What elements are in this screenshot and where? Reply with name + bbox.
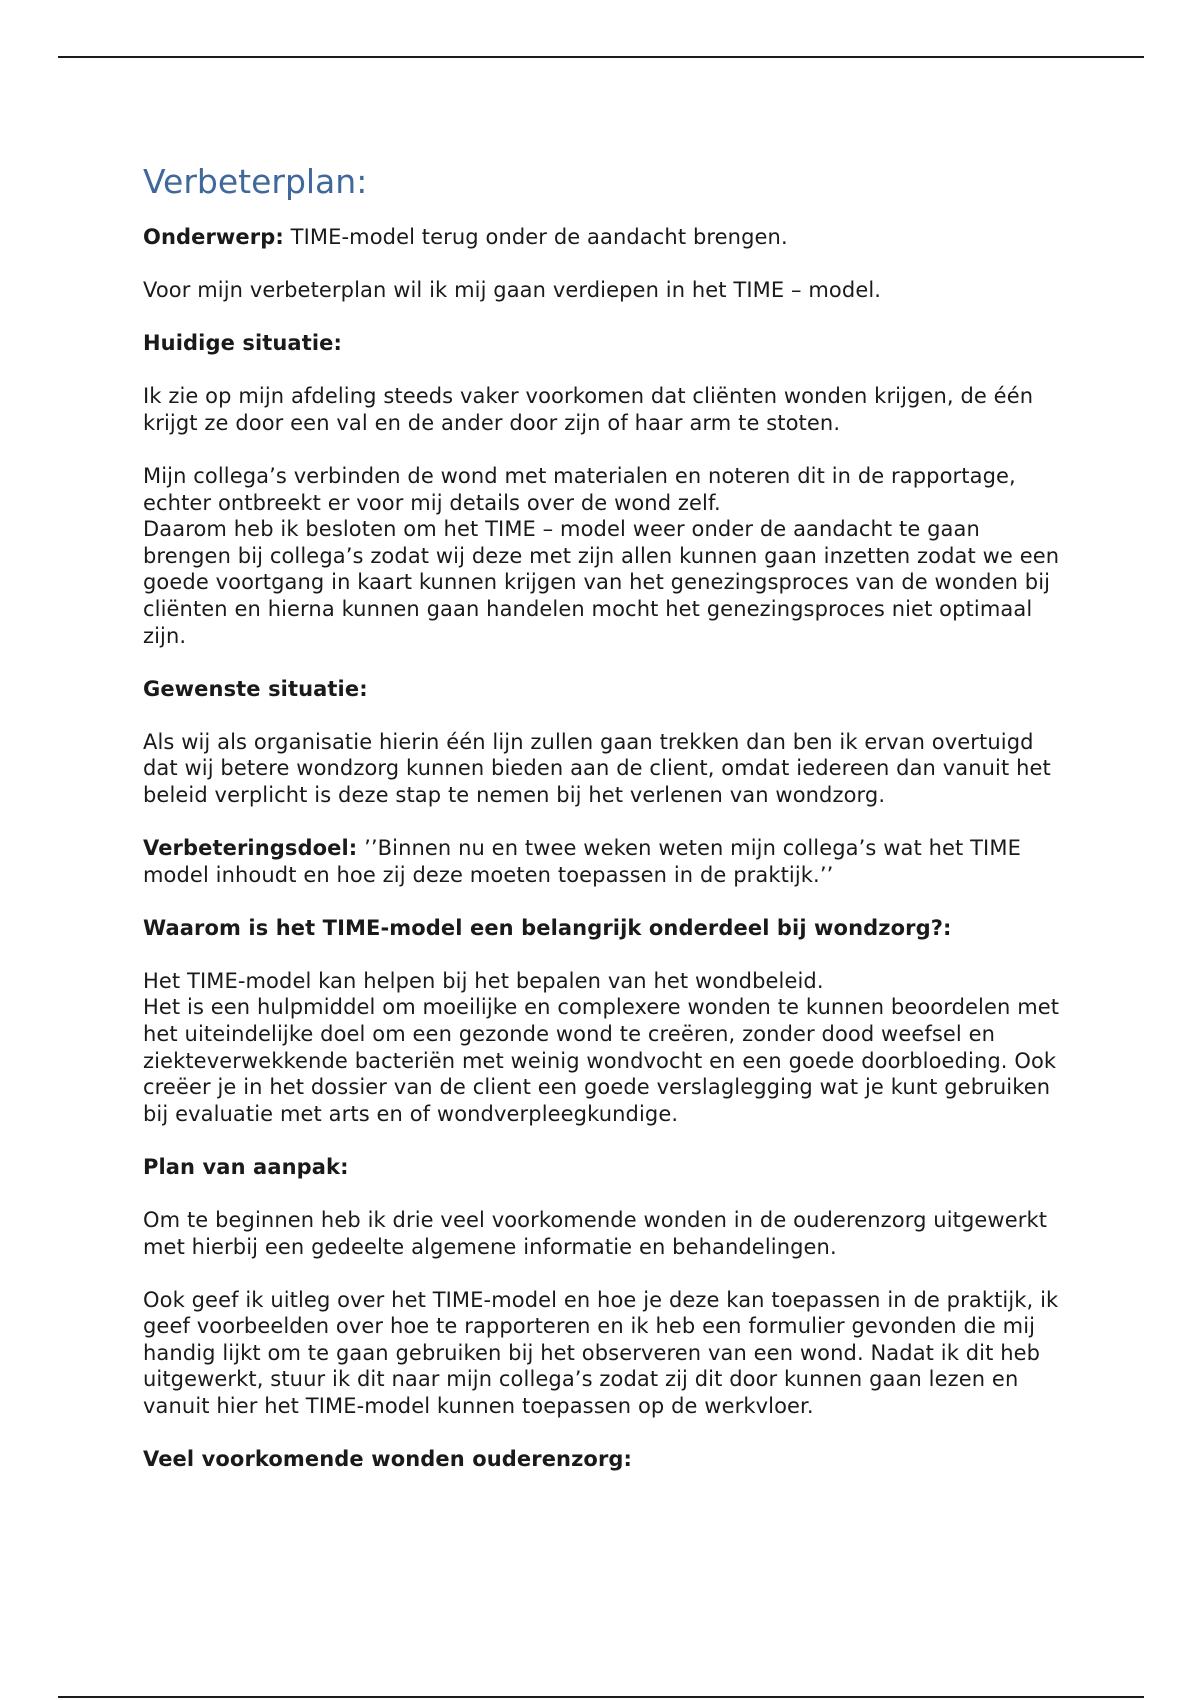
document-body bbox=[143, 160, 1073, 1499]
plan-van-aanpak-paragraph-1: Om te beginnen heb ik drie veel voorkomende wonden in de ouderenzorg uitgewerkt met hierbij een gedeelte algemene informatie en behandelingen. bbox=[143, 1207, 1048, 1259]
verbeteringsdoel-label: Verbeteringsdoel: bbox=[143, 836, 358, 860]
page-title: Verbeterplan: bbox=[143, 162, 368, 201]
waarom-paragraph-2: Het is een hulpmiddel om moeilijke en complexere wonden te kunnen beoordelen met het uiteindelijke doel om een gezonde wond te creëren, zonder dood weefsel en ziekteverwekkende bacteriën met weinig wondvocht en een goede doorbloeding. Ook creëer je in het dossier van de client een goede verslaglegging wat je kunt gebruiken bij evaluatie met arts en of wondverpleegkundige. bbox=[143, 995, 1060, 1126]
waarom-paragraph-1: Het TIME-model kan helpen bij het bepalen van het wondbeleid. bbox=[143, 968, 824, 993]
gewenste-situatie-paragraph: Als wij als organisatie hierin één lijn zullen gaan trekken dan ben ik ervan overtuigd dat wij betere wondzorg kunnen bieden aan de client, omdat iedereen dan vanuit het beleid verplicht is deze stap te nemen bij het verlenen van wondzorg. bbox=[143, 729, 1051, 807]
plan-van-aanpak-heading: Plan van aanpak: bbox=[143, 1154, 349, 1179]
huidige-situatie-paragraph-3: Daarom heb ik besloten om het TIME – model weer onder de aandacht te gaan brengen bij collega’s zodat wij deze met zijn allen kunnen gaan inzetten zodat we een goede voortgang in kaart kunnen krijgen van het genezingsproces van de wonden bij cliënten en hierna kunnen gaan handelen mocht het genezingsproces niet optimaal zijn. bbox=[143, 517, 1060, 648]
gewenste-situatie-heading: Gewenste situatie: bbox=[143, 676, 368, 701]
onderwerp-text: TIME-model terug onder de aandacht brengen. bbox=[283, 225, 788, 249]
veel-voorkomende-heading: Veel voorkomende wonden ouderenzorg: bbox=[143, 1447, 633, 1472]
verbeteringsdoel-text: ’’Binnen nu en twee weken weten mijn collega’s wat het TIME model inhoudt en hoe zij deze moeten toepassen in de praktijk.’’ bbox=[143, 836, 1021, 887]
huidige-situatie-paragraph-2: Mijn collega’s verbinden de wond met materialen en noteren dit in de rapportage, echter ontbreekt er voor mij details over de wond zelf. bbox=[143, 463, 1016, 515]
waarom-heading: Waarom is het TIME-model een belangrijk onderdeel bij wondzorg?: bbox=[143, 915, 952, 940]
verbeteringsdoel-paragraph bbox=[143, 835, 1073, 888]
footer-rule bbox=[58, 1696, 1144, 1698]
onderwerp-paragraph bbox=[143, 224, 1073, 251]
intro-paragraph: Voor mijn verbeterplan wil ik mij gaan verdiepen in het TIME – model. bbox=[143, 278, 882, 303]
huidige-situatie-heading: Huidige situatie: bbox=[143, 331, 342, 356]
onderwerp-label: Onderwerp: bbox=[143, 225, 284, 249]
header-rule bbox=[58, 56, 1144, 58]
huidige-situatie-paragraph-1: Ik zie op mijn afdeling steeds vaker voorkomen dat cliënten wonden krijgen, de één krijgt ze door een val en de ander door zijn of haar arm te stoten. bbox=[143, 384, 1034, 435]
plan-van-aanpak-paragraph-2: Ook geef ik uitleg over het TIME-model en hoe je deze kan toepassen in de praktijk, ik geef voorbeelden over hoe te rapporteren en ik heb een formulier gevonden die mij handig lijkt om te gaan gebruiken bij het observeren van een wond. Nadat ik dit heb uitgewerkt, stuur ik dit naar mijn collega’s zodat zij dit door kunnen gaan lezen en vanuit hier het TIME-model kunnen toepassen op de werkvloer. bbox=[143, 1287, 1059, 1418]
